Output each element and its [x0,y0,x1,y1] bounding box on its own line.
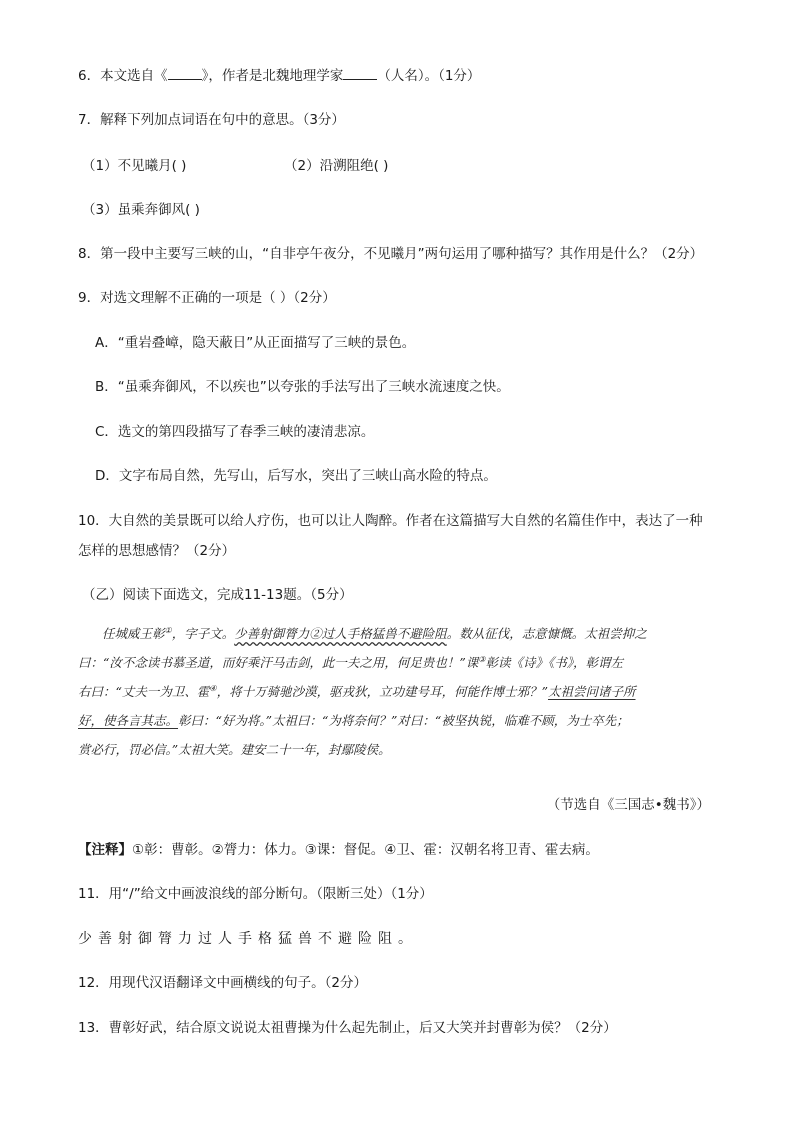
question-9-option-b[interactable]: B．“虽乘奔御风，不以疾也”以夸张的手法写出了三峡水流速度之快。 [95,379,510,395]
question-11-title: 11．用“/”给文中画波浪线的部分断句。（限断三处）（1分） [78,886,433,902]
annotation-text: ①彰：曹彰。②膂力：体力。③课：督促。④卫、霍：汉朝名将卫青、霍去病。 [132,842,599,858]
question-11-sentence[interactable]: 少善射御膂力过人手格猛兽不避险阻。 [78,931,418,947]
passage-line-4: 好，使各言其志。彰曰：“好为将。”太祖曰：“为将奈何？”对曰：“被坚执锐，临难不顾，为士卒先； [78,713,629,728]
question-10-line-1: 10．大自然的美景既可以给人疗伤，也可以让人陶醉。作者在这篇描写大自然的名篇佳作中，表达了一种 [78,513,703,529]
question-10-line-2: 怎样的思想感情？（2分） [78,543,236,559]
question-6 [78,66,480,86]
question-7-title: 7．解释下列加点词语在句中的意思。（3分） [78,112,345,128]
passage-line-5: 赏必行，罚必信。”太祖大笑。建安二十一年，封鄢陵侯。 [78,742,391,757]
question-7-item-1: （1）不见曦月( ) [82,158,187,174]
underlined-sentence-part-1: 太祖尝问诸子所 [547,684,636,699]
passage-line-1: 任城威王彰①，字子文。少善射御膂力②过人手格猛兽不避险阻。数从征伐，志意慷慨。太祖尝抑之 [102,625,647,641]
question-9-title: 9．对选文理解不正确的一项是（ ）（2分） [78,290,336,306]
question-13-title: 13．曹彰好武，结合原文说说太祖曹操为什么起先制止，后又大笑并封曹彰为侯？（2分） [78,1020,617,1036]
wavy-underlined-sentence: 少善射御膂力②过人手格猛兽不避险阻 [234,626,447,641]
question-7-item-2: （2）沿溯阻绝( ) [284,158,389,174]
question-9-option-c[interactable]: C．选文的第四段描写了春季三峡的凄清悲凉。 [95,424,375,440]
note-marker-4: ④ [209,683,217,693]
question-12-title: 12．用现代汉语翻译文中画横线的句子。（2分） [78,975,368,991]
question-9-option-d[interactable]: D．文字布局自然，先写山，后写水，突出了三峡山高水险的特点。 [95,468,497,484]
note-marker-1: ① [164,625,172,635]
annotation-notes [78,840,599,860]
question-7-item-3: （3）虽乘奔御风( ) [82,202,200,218]
answer-blank-book[interactable] [168,67,202,80]
answer-blank-author[interactable] [343,67,377,80]
question-6-text-b: 》，作者是北魏地理学家 [201,68,344,84]
note-marker-3: ③ [478,654,486,664]
classical-passage [78,624,716,774]
underlined-sentence-part-2: 好，使各言其志。 [78,713,179,728]
question-9-option-a[interactable]: A．“重岩叠嶂，隐天蔽日”从正面描写了三峡的景色。 [95,335,416,351]
question-8-title: 8．第一段中主要写三峡的山，“自非亭午夜分，不见曦月”两句运用了哪种描写？其作用是什么？（2分） [78,246,704,262]
passage-line-3: 右曰：“丈夫一为卫、霍④，将十万骑驰沙漠，驱戎狄，立功建号耳，何能作博士邪？”太祖尝问诸子所 [78,683,636,699]
annotation-label: 【注释】 [78,842,132,858]
question-6-text-c: （人名）。（1分） [377,68,481,84]
passage-line-2: 曰：“汝不念读书慕圣道，而好乘汗马击剑，此一夫之用，何足贵也！”课③彰读《诗》《书》，彰谓左 [78,654,623,670]
section-b-title: （乙）阅读下面选文，完成11-13题。（5分） [82,587,353,603]
passage-source: （节选自《三国志•魏书》） [546,797,710,813]
question-6-text-a: 6．本文选自《 [78,68,168,84]
